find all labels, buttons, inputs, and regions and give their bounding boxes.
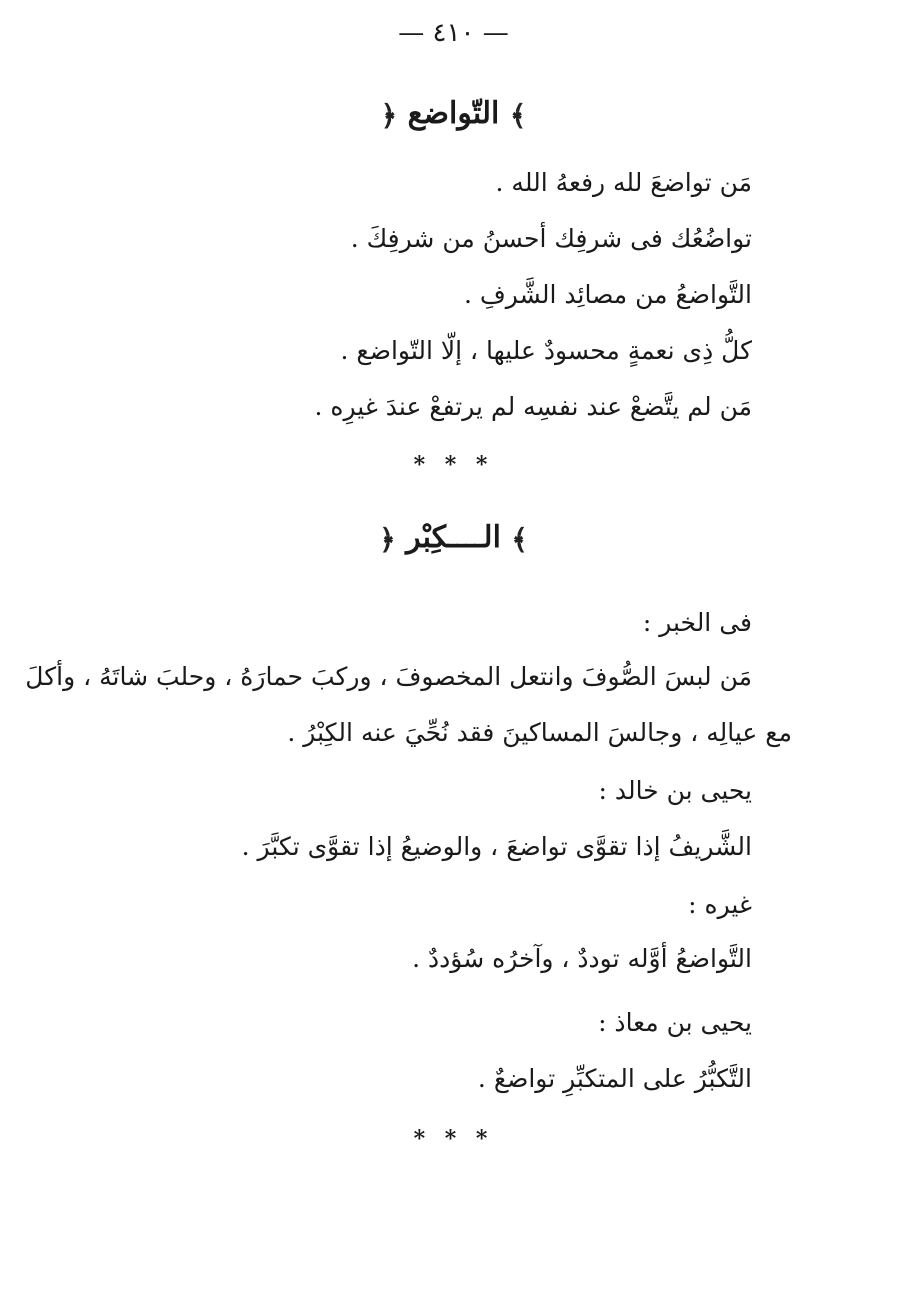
section-title-humility-text: التّواضع	[407, 96, 500, 131]
quote-1: الشَّريفُ إذا تقوَّى تواضعَ ، والوضيعُ إذا تقوَّى تكبَّرَ .	[241, 832, 752, 861]
speaker-2: غيره :	[688, 890, 752, 919]
section-title-arrogance	[0, 520, 907, 556]
humility-line-5: مَن لم يتَّضعْ عند نفسِه لم يرتفعْ عندَ غيرِه .	[314, 392, 752, 421]
ornament-left-icon: ﴿	[380, 98, 398, 132]
section-title-arrogance-text: الــــكِبْر	[406, 520, 501, 555]
page-number: — ٤١٠ —	[398, 18, 509, 48]
section-title-humility	[0, 96, 907, 132]
section-separator-2: * * *	[413, 1126, 494, 1152]
humility-line-4: كلُّ ذِى نعمةٍ محسودٌ عليها ، إلّا التّواضع .	[340, 336, 752, 365]
humility-line-2: تواضُعُك فى شرفِك أحسنُ من شرفِكَ .	[350, 224, 752, 253]
quote-3: التَّكبُّرُ على المتكبِّرِ تواضعٌ .	[477, 1064, 752, 1093]
speaker-1: يحيى بن خالد :	[598, 776, 752, 805]
ornament-right-icon: ﴾	[509, 98, 527, 132]
ornament-right-icon: ﴾	[511, 522, 528, 556]
section-separator-1: * * *	[413, 452, 494, 478]
quote-2: التَّواضعُ أوَّله توددٌ ، وآخرُه سُؤددٌ .	[412, 944, 752, 973]
hadith-line-2: مع عيالِه ، وجالسَ المساكينَ فقد نُحِّيَ عنه الكِبْرُ .	[287, 718, 792, 747]
humility-line-3: التَّواضعُ من مصائِد الشَّرفِ .	[463, 280, 752, 309]
speaker-3: يحيى بن معاذ :	[598, 1008, 752, 1037]
hadith-line-1: مَن لبسَ الصُّوفَ وانتعل المخصوفَ ، وركبَ حمارَهُ ، وحلبَ شاتَهُ ، وأكلَ	[25, 662, 752, 691]
intro-label: فى الخبر :	[642, 608, 752, 637]
ornament-left-icon: ﴿	[379, 522, 396, 556]
humility-line-1: مَن تواضعَ لله رفعهُ الله .	[495, 168, 752, 197]
